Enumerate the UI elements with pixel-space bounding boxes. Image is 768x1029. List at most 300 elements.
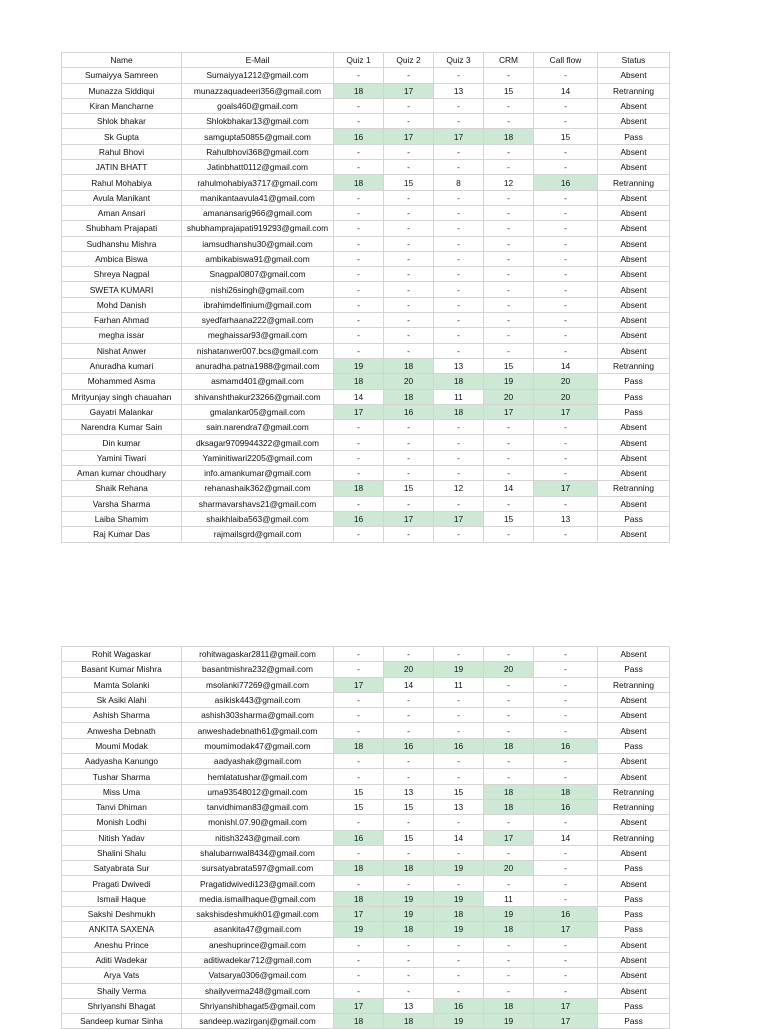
name-cell: Varsha Sharma	[62, 496, 182, 511]
table-row	[62, 511, 670, 526]
quiz-2-cell: 20	[384, 374, 434, 389]
quiz-2-cell: 15	[384, 799, 434, 814]
quiz-1-cell: -	[334, 435, 384, 450]
quiz-2-cell: -	[384, 328, 434, 343]
quiz-3-cell: 13	[434, 799, 484, 814]
quiz-1-cell: -	[334, 769, 384, 784]
call-flow-cell: -	[534, 297, 598, 312]
table-row	[62, 404, 670, 419]
name-cell: Raj Kumar Das	[62, 527, 182, 542]
column-header-crm: CRM	[484, 53, 534, 68]
call-flow-cell: -	[534, 496, 598, 511]
status-cell: Pass	[598, 1014, 670, 1029]
name-cell: Anuradha kumari	[62, 358, 182, 373]
email-cell: nishatanwer007.bcs@gmail.com	[182, 343, 334, 358]
quiz-1-cell: -	[334, 190, 384, 205]
quiz-3-cell: 12	[434, 481, 484, 496]
quiz-3-cell: -	[434, 236, 484, 251]
name-cell: Mrityunjay singh chauahan	[62, 389, 182, 404]
table-row	[62, 784, 670, 799]
table-row	[62, 983, 670, 998]
quiz-3-cell: -	[434, 466, 484, 481]
email-cell: sakshisdeshmukh01@gmail.com	[182, 907, 334, 922]
table-row	[62, 358, 670, 373]
quiz-3-cell: -	[434, 114, 484, 129]
status-cell: Absent	[598, 527, 670, 542]
quiz-2-cell: 17	[384, 129, 434, 144]
column-header-quiz-1: Quiz 1	[334, 53, 384, 68]
quiz-2-cell: 15	[384, 830, 434, 845]
quiz-1-cell: -	[334, 952, 384, 967]
quiz-2-cell: 15	[384, 175, 434, 190]
quiz-3-cell: -	[434, 876, 484, 891]
table-row	[62, 769, 670, 784]
quiz-3-cell: -	[434, 343, 484, 358]
crm-cell: -	[484, 343, 534, 358]
quiz-2-cell: -	[384, 647, 434, 662]
email-cell: dksagar9709944322@gmail.com	[182, 435, 334, 450]
quiz-3-cell: -	[434, 527, 484, 542]
crm-cell: -	[484, 527, 534, 542]
call-flow-cell: -	[534, 708, 598, 723]
table-row	[62, 481, 670, 496]
crm-cell: -	[484, 205, 534, 220]
quiz-2-cell: 19	[384, 907, 434, 922]
crm-cell: 18	[484, 738, 534, 753]
email-cell: syedfarhaana222@gmail.com	[182, 313, 334, 328]
name-cell: Pragati Dwivedi	[62, 876, 182, 891]
quiz-3-cell: 16	[434, 998, 484, 1013]
call-flow-cell: -	[534, 466, 598, 481]
table-row	[62, 282, 670, 297]
table-row	[62, 527, 670, 542]
call-flow-cell: 14	[534, 830, 598, 845]
call-flow-cell: -	[534, 236, 598, 251]
quiz-3-cell: -	[434, 983, 484, 998]
status-cell: Pass	[598, 511, 670, 526]
table-row	[62, 328, 670, 343]
call-flow-cell: -	[534, 968, 598, 983]
quiz-2-cell: -	[384, 114, 434, 129]
email-cell: munazzaquadeeri356@gmail.com	[182, 83, 334, 98]
quiz-2-cell: -	[384, 692, 434, 707]
crm-cell: -	[484, 466, 534, 481]
table-row	[62, 313, 670, 328]
email-cell: rajmailsgrd@gmail.com	[182, 527, 334, 542]
call-flow-cell: -	[534, 98, 598, 113]
crm-cell: -	[484, 496, 534, 511]
name-cell: ANKITA SAXENA	[62, 922, 182, 937]
call-flow-cell: -	[534, 527, 598, 542]
table-row	[62, 450, 670, 465]
email-cell: aneshuprince@gmail.com	[182, 937, 334, 952]
status-cell: Absent	[598, 343, 670, 358]
quiz-3-cell: -	[434, 190, 484, 205]
quiz-3-cell: -	[434, 282, 484, 297]
email-cell: tanvidhiman83@gmail.com	[182, 799, 334, 814]
table-row	[62, 738, 670, 753]
call-flow-cell: -	[534, 937, 598, 952]
crm-cell: 19	[484, 907, 534, 922]
quiz-2-cell: 17	[384, 83, 434, 98]
status-cell: Pass	[598, 922, 670, 937]
quiz-2-cell: 13	[384, 784, 434, 799]
name-cell: Aman kumar choudhary	[62, 466, 182, 481]
name-cell: Shaik Rehana	[62, 481, 182, 496]
call-flow-cell: -	[534, 769, 598, 784]
quiz-3-cell: -	[434, 937, 484, 952]
call-flow-cell: -	[534, 251, 598, 266]
name-cell: Mohd Danish	[62, 297, 182, 312]
status-cell: Pass	[598, 861, 670, 876]
table-row	[62, 968, 670, 983]
call-flow-cell: -	[534, 692, 598, 707]
name-cell: Mohammed Asma	[62, 374, 182, 389]
quiz-1-cell: 18	[334, 374, 384, 389]
results-table-2	[61, 646, 670, 1029]
table-row	[62, 420, 670, 435]
quiz-2-cell: 20	[384, 662, 434, 677]
status-cell: Absent	[598, 723, 670, 738]
call-flow-cell: -	[534, 983, 598, 998]
crm-cell: -	[484, 267, 534, 282]
table-row	[62, 937, 670, 952]
quiz-2-cell: -	[384, 937, 434, 952]
table-row	[62, 251, 670, 266]
quiz-1-cell: -	[334, 68, 384, 83]
crm-cell: -	[484, 160, 534, 175]
crm-cell: -	[484, 769, 534, 784]
crm-cell: -	[484, 282, 534, 297]
call-flow-cell: -	[534, 876, 598, 891]
name-cell: Aditi Wadekar	[62, 952, 182, 967]
header-row	[62, 53, 670, 68]
quiz-2-cell: 15	[384, 481, 434, 496]
email-cell: sain.narendra7@gmail.com	[182, 420, 334, 435]
quiz-3-cell: -	[434, 144, 484, 159]
quiz-2-cell: -	[384, 251, 434, 266]
table-row	[62, 876, 670, 891]
name-cell: Sk Gupta	[62, 129, 182, 144]
call-flow-cell: 16	[534, 907, 598, 922]
call-flow-cell: -	[534, 815, 598, 830]
crm-cell: -	[484, 435, 534, 450]
quiz-1-cell: 18	[334, 861, 384, 876]
table-row	[62, 754, 670, 769]
quiz-1-cell: -	[334, 527, 384, 542]
quiz-1-cell: -	[334, 236, 384, 251]
quiz-1-cell: 15	[334, 784, 384, 799]
quiz-1-cell: -	[334, 723, 384, 738]
quiz-2-cell: -	[384, 496, 434, 511]
quiz-3-cell: 13	[434, 358, 484, 373]
status-cell: Pass	[598, 662, 670, 677]
name-cell: Sk Asiki Alahi	[62, 692, 182, 707]
table-row	[62, 374, 670, 389]
name-cell: Farhan Ahmad	[62, 313, 182, 328]
status-cell: Pass	[598, 374, 670, 389]
table-row	[62, 907, 670, 922]
quiz-2-cell: -	[384, 190, 434, 205]
status-cell: Absent	[598, 190, 670, 205]
crm-cell: -	[484, 983, 534, 998]
quiz-3-cell: 17	[434, 129, 484, 144]
crm-cell: -	[484, 815, 534, 830]
name-cell: Sudhanshu Mishra	[62, 236, 182, 251]
status-cell: Absent	[598, 983, 670, 998]
status-cell: Absent	[598, 845, 670, 860]
quiz-3-cell: 8	[434, 175, 484, 190]
name-cell: Rahul Bhovi	[62, 144, 182, 159]
quiz-1-cell: 19	[334, 922, 384, 937]
email-cell: rohitwagaskar2811@gmail.com	[182, 647, 334, 662]
status-cell: Absent	[598, 435, 670, 450]
quiz-2-cell: 18	[384, 358, 434, 373]
quiz-1-cell: -	[334, 450, 384, 465]
quiz-1-cell: 18	[334, 481, 384, 496]
quiz-2-cell: 18	[384, 1014, 434, 1029]
quiz-2-cell: -	[384, 952, 434, 967]
call-flow-cell: 14	[534, 358, 598, 373]
status-cell: Retranning	[598, 481, 670, 496]
call-flow-cell: 20	[534, 389, 598, 404]
quiz-1-cell: -	[334, 251, 384, 266]
quiz-3-cell: -	[434, 160, 484, 175]
quiz-3-cell: -	[434, 251, 484, 266]
status-cell: Retranning	[598, 830, 670, 845]
quiz-2-cell: -	[384, 205, 434, 220]
status-cell: Absent	[598, 692, 670, 707]
crm-cell: 15	[484, 83, 534, 98]
quiz-3-cell: -	[434, 968, 484, 983]
quiz-1-cell: 14	[334, 389, 384, 404]
email-cell: asankita47@gmail.com	[182, 922, 334, 937]
crm-cell: -	[484, 723, 534, 738]
crm-cell: -	[484, 754, 534, 769]
quiz-3-cell: -	[434, 267, 484, 282]
table-row	[62, 343, 670, 358]
email-cell: ashish303sharma@gmail.com	[182, 708, 334, 723]
call-flow-cell: -	[534, 723, 598, 738]
quiz-1-cell: -	[334, 968, 384, 983]
status-cell: Absent	[598, 937, 670, 952]
column-header-status: Status	[598, 53, 670, 68]
quiz-3-cell: 11	[434, 389, 484, 404]
quiz-2-cell: -	[384, 68, 434, 83]
crm-cell: -	[484, 937, 534, 952]
email-cell: shailyverma248@gmail.com	[182, 983, 334, 998]
table-row	[62, 175, 670, 190]
quiz-2-cell: -	[384, 420, 434, 435]
table-row	[62, 799, 670, 814]
crm-cell: 20	[484, 861, 534, 876]
call-flow-cell: -	[534, 450, 598, 465]
table-row	[62, 952, 670, 967]
name-cell: Sumaiyya Samreen	[62, 68, 182, 83]
crm-cell: -	[484, 845, 534, 860]
table-row	[62, 891, 670, 906]
quiz-1-cell: -	[334, 343, 384, 358]
quiz-2-cell: -	[384, 313, 434, 328]
table-row	[62, 389, 670, 404]
call-flow-cell: 17	[534, 481, 598, 496]
name-cell: JATIN BHATT	[62, 160, 182, 175]
quiz-3-cell: 18	[434, 374, 484, 389]
table-row	[62, 221, 670, 236]
table-row	[62, 205, 670, 220]
quiz-1-cell: -	[334, 466, 384, 481]
call-flow-cell: -	[534, 435, 598, 450]
email-cell: Sumaiyya1212@gmail.com	[182, 68, 334, 83]
name-cell: Moumi Modak	[62, 738, 182, 753]
email-cell: goals460@gmail.com	[182, 98, 334, 113]
status-cell: Pass	[598, 907, 670, 922]
table-row	[62, 692, 670, 707]
table-row	[62, 144, 670, 159]
crm-cell: 15	[484, 511, 534, 526]
email-cell: monishl.07.90@gmail.com	[182, 815, 334, 830]
table-row	[62, 723, 670, 738]
name-cell: Rahul Mohabiya	[62, 175, 182, 190]
name-cell: Yamini Tiwari	[62, 450, 182, 465]
quiz-2-cell: -	[384, 968, 434, 983]
quiz-2-cell: -	[384, 144, 434, 159]
email-cell: gmalankar05@gmail.com	[182, 404, 334, 419]
status-cell: Absent	[598, 114, 670, 129]
status-cell: Pass	[598, 738, 670, 753]
name-cell: Basant Kumar Mishra	[62, 662, 182, 677]
crm-cell: 20	[484, 389, 534, 404]
name-cell: SWETA KUMARI	[62, 282, 182, 297]
status-cell: Pass	[598, 891, 670, 906]
quiz-1-cell: 18	[334, 738, 384, 753]
table-row	[62, 845, 670, 860]
quiz-1-cell: -	[334, 205, 384, 220]
name-cell: Laiba Shamim	[62, 511, 182, 526]
call-flow-cell: -	[534, 662, 598, 677]
crm-cell: 12	[484, 175, 534, 190]
name-cell: Miss Uma	[62, 784, 182, 799]
crm-cell: 18	[484, 799, 534, 814]
email-cell: shalubarnwal8434@gmail.com	[182, 845, 334, 860]
quiz-3-cell: 17	[434, 511, 484, 526]
call-flow-cell: -	[534, 144, 598, 159]
call-flow-cell: 17	[534, 404, 598, 419]
quiz-3-cell: -	[434, 815, 484, 830]
quiz-3-cell: -	[434, 297, 484, 312]
name-cell: Munazza Siddiqui	[62, 83, 182, 98]
quiz-3-cell: 19	[434, 662, 484, 677]
call-flow-cell: 14	[534, 83, 598, 98]
status-cell: Pass	[598, 129, 670, 144]
status-cell: Pass	[598, 404, 670, 419]
quiz-3-cell: 11	[434, 677, 484, 692]
quiz-3-cell: -	[434, 313, 484, 328]
status-cell: Retranning	[598, 799, 670, 814]
quiz-1-cell: 17	[334, 404, 384, 419]
table-row	[62, 160, 670, 175]
table-row	[62, 267, 670, 282]
name-cell: Ambica Biswa	[62, 251, 182, 266]
table-row	[62, 466, 670, 481]
column-header-quiz-3: Quiz 3	[434, 53, 484, 68]
crm-cell: 14	[484, 481, 534, 496]
email-cell: Shriyanshibhagat5@gmail.com	[182, 998, 334, 1013]
name-cell: Shreya Nagpal	[62, 267, 182, 282]
name-cell: Narendra Kumar Sain	[62, 420, 182, 435]
status-cell: Absent	[598, 160, 670, 175]
table-row	[62, 708, 670, 723]
name-cell: megha issar	[62, 328, 182, 343]
quiz-3-cell: 18	[434, 907, 484, 922]
status-cell: Absent	[598, 144, 670, 159]
email-cell: Jatinbhatt0112@gmail.com	[182, 160, 334, 175]
crm-cell: 19	[484, 1014, 534, 1029]
quiz-1-cell: -	[334, 221, 384, 236]
status-cell: Absent	[598, 450, 670, 465]
status-cell: Absent	[598, 267, 670, 282]
email-cell: ambikabiswa91@gmail.com	[182, 251, 334, 266]
email-cell: basantmishra232@gmail.com	[182, 662, 334, 677]
table-row	[62, 98, 670, 113]
email-cell: shivanshthakur23266@gmail.com	[182, 389, 334, 404]
name-cell: Anwesha Debnath	[62, 723, 182, 738]
table-row	[62, 677, 670, 692]
email-cell: asmamd401@gmail.com	[182, 374, 334, 389]
email-cell: iamsudhanshu30@gmail.com	[182, 236, 334, 251]
status-cell: Retranning	[598, 358, 670, 373]
quiz-2-cell: -	[384, 98, 434, 113]
quiz-1-cell: 19	[334, 358, 384, 373]
call-flow-cell: -	[534, 160, 598, 175]
table-row	[62, 297, 670, 312]
email-cell: asikisk443@gmail.com	[182, 692, 334, 707]
name-cell: Aneshu Prince	[62, 937, 182, 952]
table-body	[62, 647, 670, 1029]
call-flow-cell: -	[534, 647, 598, 662]
call-flow-cell: 17	[534, 922, 598, 937]
table-row	[62, 114, 670, 129]
call-flow-cell: -	[534, 754, 598, 769]
email-cell: nitish3243@gmail.com	[182, 830, 334, 845]
email-cell: ibrahimdelfinium@gmail.com	[182, 297, 334, 312]
quiz-3-cell: -	[434, 708, 484, 723]
table-row	[62, 830, 670, 845]
quiz-1-cell: 15	[334, 799, 384, 814]
email-cell: meghaissar93@gmail.com	[182, 328, 334, 343]
status-cell: Retranning	[598, 784, 670, 799]
status-cell: Absent	[598, 420, 670, 435]
crm-cell: 18	[484, 922, 534, 937]
quiz-1-cell: 17	[334, 907, 384, 922]
quiz-3-cell: -	[434, 435, 484, 450]
call-flow-cell: 18	[534, 784, 598, 799]
table-row	[62, 190, 670, 205]
results-table-1	[61, 52, 670, 543]
quiz-3-cell: -	[434, 328, 484, 343]
column-header-quiz-2: Quiz 2	[384, 53, 434, 68]
table-body	[62, 68, 670, 542]
quiz-3-cell: 19	[434, 922, 484, 937]
name-cell: Satyabrata Sur	[62, 861, 182, 876]
email-cell: sandeep.wazirganj@gmail.com	[182, 1014, 334, 1029]
quiz-1-cell: 18	[334, 1014, 384, 1029]
email-cell: msolanki77269@gmail.com	[182, 677, 334, 692]
call-flow-cell: -	[534, 205, 598, 220]
crm-cell: -	[484, 297, 534, 312]
quiz-1-cell: -	[334, 313, 384, 328]
table-row	[62, 496, 670, 511]
